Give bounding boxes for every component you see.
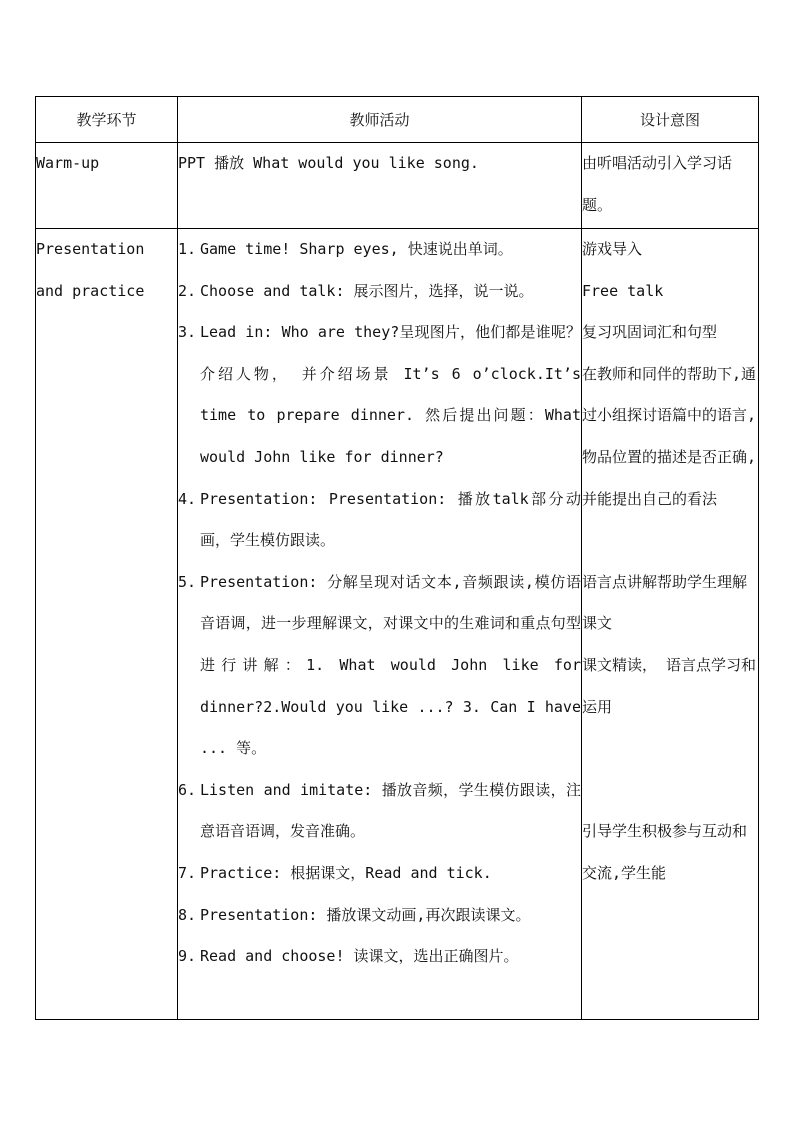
header-row [36, 97, 759, 143]
spacer [582, 770, 758, 812]
purpose-text: 游戏导入 [582, 240, 643, 258]
warmup-stage: Warm-up [36, 143, 178, 229]
presentation-activities [178, 229, 582, 1020]
list-item: 5. Presentation: 分解呈现对话文本,音频跟读,模仿语音语调，进一步理解课文，对课文中的生难词和重点句型进行讲解：1. What would John like for dinner?2.Would you like ...? 3. Can I have ... 等。 [178, 572, 581, 758]
list-item: 4. Presentation: Presentation: 播放talk部分动画，学生模仿跟读。 [178, 489, 581, 550]
list-item: 6. Listen and imitate: 播放音频，学生模仿跟读，注意语音语调，发音准确。 [178, 780, 581, 841]
list-item: 1. Game time! Sharp eyes, 快速说出单词。 [178, 240, 513, 258]
spacer [582, 728, 758, 770]
list-item: 3. Lead in: Who are they?呈现图片，他们都是谁呢？介绍人物， 并介绍场景 It’s 6 o’clock.It’s time to prepare dinner. 然后提出问题：What would John like for dinner? [178, 323, 581, 466]
warmup-activity: PPT 播放 What would you like song. [178, 143, 582, 229]
purpose-text: 课文精读， 语言点学习和运用 [582, 655, 757, 716]
warmup-row [36, 143, 759, 229]
header-stage: 教学环节 [36, 97, 178, 143]
steps-list [178, 229, 581, 978]
lesson-plan-table [35, 96, 759, 1020]
warmup-purpose: 由听唱活动引入学习话题。 [582, 143, 759, 229]
presentation-stage: Presentation and practice [36, 229, 178, 1020]
spacer [582, 520, 758, 562]
presentation-purposes [582, 229, 759, 1020]
list-item: 7. Practice: 根据课文，Read and tick. [178, 863, 492, 882]
presentation-row [36, 229, 759, 1020]
purpose-text: Free talk [582, 281, 664, 300]
header-teacher-activity: 教师活动 [178, 97, 582, 143]
purpose-text: 语言点讲解帮助学生理解课文 [582, 572, 748, 633]
list-item: 2. Choose and talk: 展示图片，选择，说一说。 [178, 281, 534, 300]
purpose-text: 复习巩固词汇和句型 [582, 323, 718, 342]
header-design-purpose: 设计意图 [582, 97, 759, 143]
purpose-text: 在教师和同伴的帮助下,通过小组探讨语篇中的语言,物品位置的描述是否正确,并能提出自己的看法 [582, 364, 757, 508]
purpose-text: 引导学生积极参与互动和交流,学生能 [582, 822, 748, 882]
list-item: 8. Presentation: 播放课文动画,再次跟读课文。 [178, 905, 531, 924]
list-item: 9. Read and choose! 读课文，选出正确图片。 [178, 947, 519, 966]
